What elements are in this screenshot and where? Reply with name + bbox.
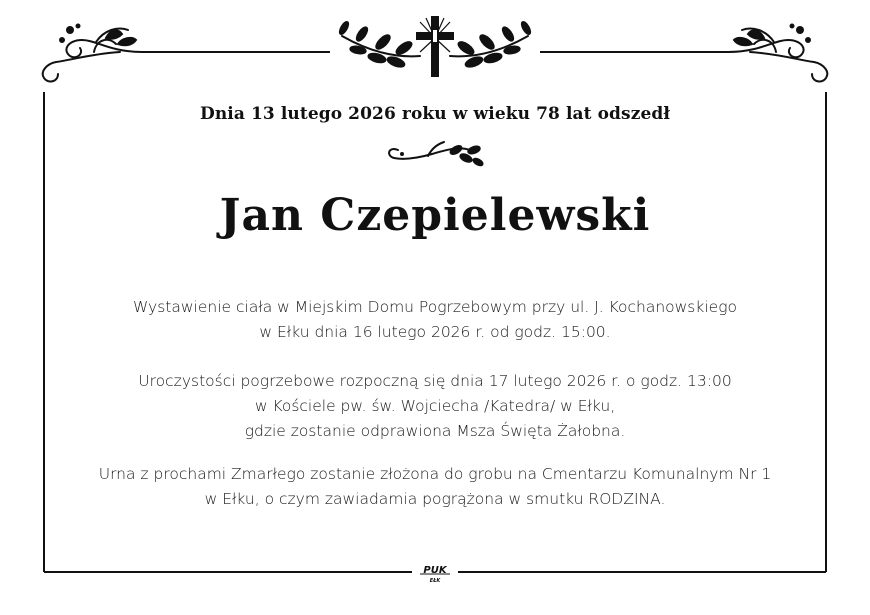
laurel-branch-icon	[338, 20, 420, 68]
vine-divider-icon	[389, 142, 484, 167]
paragraph-line: Urna z prochami Zmarłego zostanie złożona do grobu na Cmentarzu Komunalnym Nr 1	[98, 465, 772, 483]
paragraph-line: Uroczystości pogrzebowe rozpoczną się dnia 17 lutego 2026 r. o godz. 13:00	[138, 372, 732, 390]
corner-scroll-icon	[728, 24, 827, 82]
logo-sub: EŁK	[429, 578, 441, 584]
cross-icon	[416, 16, 454, 77]
paragraph-line: gdzie zostanie odprawiona Msza Święta Żałobna.	[244, 422, 626, 440]
burial-paragraph	[40, 462, 830, 512]
footer-logo	[420, 565, 450, 584]
death-announcement-headline: Dnia 13 lutego 2026 roku w wieku 78 lat odszedł	[199, 104, 671, 124]
corner-scroll-icon	[43, 24, 142, 82]
funeral-ceremony-paragraph	[40, 369, 830, 444]
paragraph-line: w Kościele pw. św. Wojciecha /Katedra/ w Ełku,	[254, 397, 616, 415]
paragraph-line: w Ełku, o czym zawiadamia pogrążona w smutku RODZINA.	[204, 490, 666, 508]
viewing-paragraph	[40, 295, 830, 345]
paragraph-line: Wystawienie ciała w Miejskim Domu Pogrzebowym przy ul. J. Kochanowskiego	[133, 298, 737, 316]
paragraph-line: w Ełku dnia 16 lutego 2026 r. od godz. 15:00.	[259, 323, 611, 341]
deceased-name: Jan Czepielewski	[219, 190, 651, 241]
logo-main: PUK	[423, 565, 447, 576]
laurel-branch-icon	[450, 20, 532, 68]
